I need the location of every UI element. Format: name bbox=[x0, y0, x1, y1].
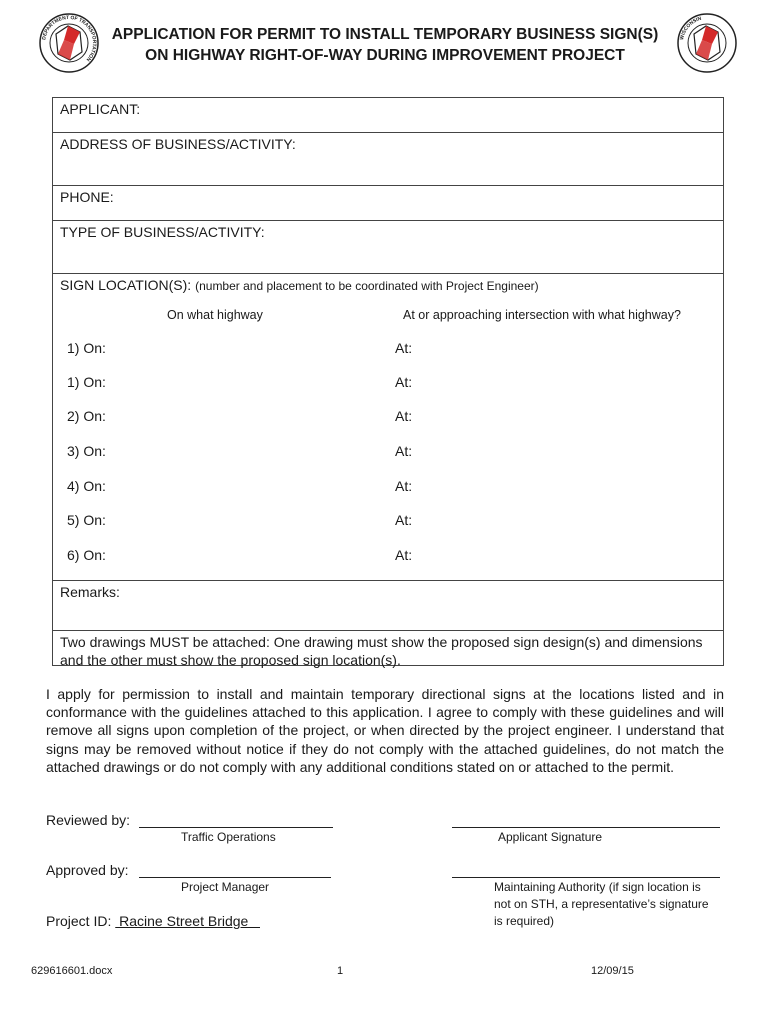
location-on-label: 5) On: bbox=[67, 512, 106, 528]
address-row[interactable] bbox=[53, 133, 723, 186]
applicant-signature-line[interactable] bbox=[452, 827, 720, 828]
svg-text:DEPARTMENT OF TRANSPORTATION: DEPARTMENT OF TRANSPORTATION bbox=[41, 14, 98, 63]
location-on-label: 1) On: bbox=[67, 374, 106, 390]
sign-location-note: (number and placement to be coordinated with Project Engineer) bbox=[195, 279, 539, 293]
approved-by-label: Approved by: bbox=[46, 862, 129, 878]
maintaining-authority-caption: Maintaining Authority (if sign location is not on STH, a representative’s signature is required) bbox=[494, 880, 709, 928]
location-row[interactable] bbox=[53, 332, 723, 366]
project-id-value: Racine Street Bridge bbox=[115, 913, 260, 929]
agreement-paragraph: I apply for permission to install and maintain temporary directional signs at the locations listed and in conformance with the guidelines attached to this application. I agree to comply with these guidelines and will remove all signs upon completion of the project, or when directed by the project engineer. I understand that signs may be removed without notice if they do not comply with the attached guidelines, do not match the attached drawings or do not comply with any additional conditions stated on or attached to the permit. bbox=[46, 686, 724, 775]
sign-location-section bbox=[53, 274, 723, 581]
footer-date: 12/09/15 bbox=[591, 965, 634, 977]
application-form bbox=[52, 97, 724, 666]
phone-label: PHONE: bbox=[60, 189, 114, 205]
phone-row[interactable] bbox=[53, 186, 723, 221]
location-at-label: At: bbox=[395, 408, 413, 424]
sign-location-label bbox=[60, 277, 539, 293]
location-at-label: At: bbox=[395, 443, 413, 459]
applicant-label: APPLICANT: bbox=[60, 101, 141, 117]
location-at-label: At: bbox=[395, 374, 413, 390]
wisdot-seal-icon bbox=[676, 12, 738, 74]
location-on-label: 4) On: bbox=[67, 478, 106, 494]
column-header-intersection: At or approaching intersection with what highway? bbox=[403, 308, 681, 322]
location-row[interactable] bbox=[53, 470, 723, 504]
reviewed-by-label: Reviewed by: bbox=[46, 812, 131, 828]
location-row[interactable] bbox=[53, 366, 723, 400]
location-on-label: 6) On: bbox=[67, 547, 106, 563]
sign-location-title: SIGN LOCATION(S): bbox=[60, 277, 192, 293]
approved-by-line[interactable] bbox=[139, 877, 331, 878]
remarks-row[interactable] bbox=[53, 581, 723, 631]
location-row[interactable] bbox=[53, 504, 723, 538]
location-at-label: At: bbox=[395, 340, 413, 356]
project-manager-caption: Project Manager bbox=[181, 880, 270, 894]
page-title: APPLICATION FOR PERMIT TO INSTALL TEMPORARY BUSINESS SIGN(S) ON HIGHWAY RIGHT-OF-WAY DURING IMPROVEMENT PROJECT bbox=[111, 26, 659, 64]
address-label: ADDRESS OF BUSINESS/ACTIVITY: bbox=[60, 136, 296, 152]
location-on-label: 2) On: bbox=[67, 408, 106, 424]
project-id bbox=[46, 913, 260, 929]
location-row[interactable] bbox=[53, 539, 723, 573]
location-at-label: At: bbox=[395, 478, 413, 494]
maintaining-authority-line[interactable] bbox=[452, 877, 720, 878]
business-type-label: TYPE OF BUSINESS/ACTIVITY: bbox=[60, 224, 265, 240]
location-at-label: At: bbox=[395, 512, 413, 528]
wisdot-logo-right bbox=[676, 12, 738, 74]
location-row[interactable] bbox=[53, 435, 723, 469]
location-on-label: 3) On: bbox=[67, 443, 106, 459]
footer-page-number: 1 bbox=[337, 965, 344, 977]
project-id-label: Project ID: bbox=[46, 913, 112, 929]
business-type-row[interactable] bbox=[53, 221, 723, 274]
footer-filename: 629616601.docx bbox=[31, 965, 113, 977]
location-at-label: At: bbox=[395, 547, 413, 563]
location-on-label: 1) On: bbox=[67, 340, 106, 356]
remarks-label: Remarks: bbox=[60, 584, 120, 600]
location-row[interactable] bbox=[53, 400, 723, 434]
drawings-note: Two drawings MUST be attached: One drawing must show the proposed sign design(s) and dimensions and the other must show the proposed sign location(s). bbox=[60, 634, 703, 668]
wisdot-seal-icon bbox=[38, 12, 100, 74]
reviewed-by-line[interactable] bbox=[139, 827, 333, 828]
column-header-highway: On what highway bbox=[167, 308, 263, 322]
applicant-signature-caption: Applicant Signature bbox=[498, 830, 603, 844]
drawings-note-row bbox=[53, 631, 723, 667]
traffic-operations-caption: Traffic Operations bbox=[181, 830, 276, 844]
applicant-row[interactable] bbox=[53, 98, 723, 133]
wisdot-logo-left bbox=[38, 12, 100, 74]
svg-text:WISCONSIN: WISCONSIN bbox=[679, 15, 703, 41]
